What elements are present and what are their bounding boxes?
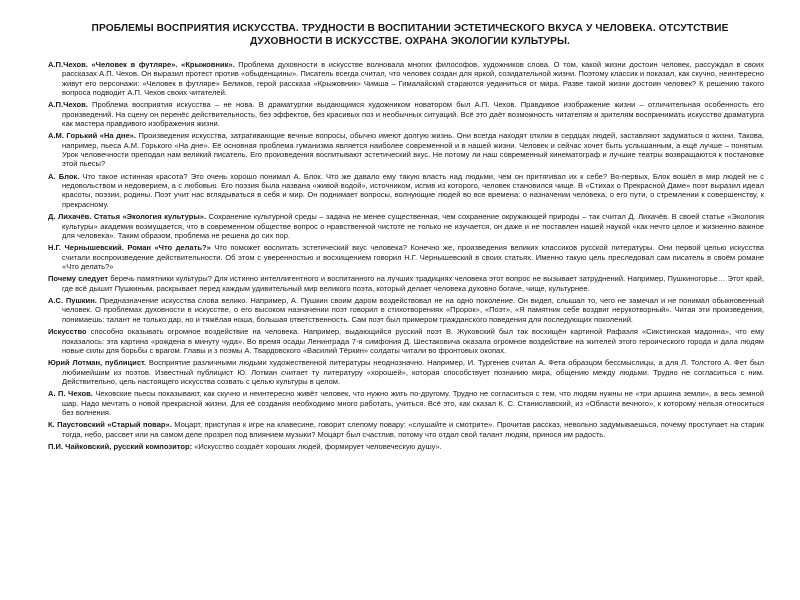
- argument-lead: А.С. Пушкин.: [48, 296, 97, 306]
- argument-item-gorky: [48, 131, 764, 168]
- argument-item-chernyshevsky: [48, 243, 764, 271]
- argument-text: Проблема восприятия искусства – не нова. В драматургии выдающимся художником новатором был А.П. Чехов. Правдивое изображение жизни – отличительная особенность его произведений. На сцену он перенёс действительность, без эффектов, без красивых поз и необычных ситуаций. Всё это даёт возможность читателям и зрителям воспринимать искусство драматурга как мастера правдивого изображения жизни.: [62, 100, 764, 128]
- document-page: [48, 22, 764, 455]
- argument-text: способно оказывать огромное воздействие на человека. Например, выдающийся русский поэт В. Жуковский был так восхищён картиной Рафаэля «Сикстинская мадонна», что ему показалось: эта картина «рождена в минуту чуда». Во время осады Ленинграда 7-я симфония Д. Шестаковича оказала огромное воздействие на жителей этого героического города и дала людям новые силы для борьбы с врагом. Главы и з поэмы А. Твардовского «Василий Тёркин» солдаты читали во фронтовых окопах.: [62, 327, 764, 355]
- argument-text: Что поможет воспитать эстетический вкус человека? Конечно же, произведения великих классиков русской литературы. Они первой целью искусства считали воспроизведение действительности. Об этом с уверенностью и восхищением говорил Н.Г. Чернышевский в своих статьях. Именно такую цель преследовал сам писатель в своём романе «Что делать?»: [62, 243, 764, 271]
- argument-lead: П.И. Чайковский, русский композитор:: [48, 442, 193, 452]
- argument-item-lotman: [48, 358, 764, 386]
- argument-item-art-influence: [48, 327, 764, 355]
- title-line-1: ПРОБЛЕМЫ ВОСПРИЯТИЯ ИСКУССТВА. ТРУДНОСТИ В ВОСПИТАНИИ ЭСТЕТИЧЕСКОГО ВКУСА У ЧЕЛОВЕКА. ОТСУТСТВИЕ: [91, 23, 729, 34]
- argument-lead: К. Паустовский «Старый повар».: [48, 420, 172, 430]
- argument-text: «Искусство создаёт хороших людей, формирует человеческую душу».: [192, 442, 442, 452]
- argument-text: Сохранение культурной среды – задача не менее существенная, чем сохранение окружающей природы – так считал Д. Лихачёв. В своей статье «Экология культуры» академик возмущается, что в современном обществе вопрос о нравственной чистоте не только не изучается, он даже и не поставлен нашей наукой «как нечто целое и жизненно важное для человека». Таким образом, проблема не решена до сих пор.: [62, 212, 764, 240]
- argument-text: Проблема духовности в искусстве волновала многих философов, художников слова. О том, какой жизни достоин человек, рассуждал в своих рассказах А.П. Чехов. Он выразил протест против «обыденщины». Писатель всегда считал, что человек создан для яркой, созидательной жизни. Поэтому классик и показал, как скучно, неинтересно живут его персонажи: «Человек в футляре» Беликов, герой рассказа «Крыжовник» Чимша – Гималайский стараются уединиться от мира. Разве такой жизни достоин человек? К решению такого вопроса подводит А.П. Чехов своих читателей.: [62, 60, 764, 97]
- argument-lead: Д. Лихачёв. Статья «Экология культуры».: [48, 212, 207, 222]
- argument-text: Что такое истинная красота? Это очень хорошо понимал А. Блок. Что же давало ему такую власть над людьми, чем он притягивал их к себе? Во-первых, Блок вошёл в мир людей не с недовольством и недоверием, а с любовью. Его поэзия была названа «живой водой», источником, испив из которого, человек становился чище. В «Стихах о Прекрасной Даме» поэт выразил идеал красоты, поэзии, родины. Поэт учит нас вглядываться в себя и мир. Он поднимает вопросы, волнующие людей во все времена: о назначении человека, о его пути, о стремлении к совершенству, к прекрасному.: [62, 171, 764, 209]
- argument-item-pushkin: [48, 296, 764, 324]
- argument-item-paustovsky: [48, 420, 764, 439]
- argument-lead: Почему следует: [48, 274, 109, 284]
- argument-item-blok: [48, 172, 764, 209]
- argument-text: беречь памятники культуры? Для истинно интеллигентного и воспитанного на лучших традициях человека этот вопрос не вызывает затруднений. Например, Пушкиногорье… Этот край, где всё дышит Пушкиным, раскрывает перед каждым удивительный мир великого поэта, который делает человека духовно богаче, чище, культурнее.: [62, 274, 764, 293]
- argument-item-chekhov-drama: [48, 100, 764, 128]
- argument-text: Восприятие различными людьми художественной литературы неоднозначно. Например, И. Тургенев считал А. Фета образцом бессмыслицы, а для Л. Толстого А. Фет был любимейшим из поэтов. Известный публицист Ю. Лотман считает ту литературу «хорошей», которая способствует познанию мира, общению между людьми. Трудно не согласиться с ним. Действительно, цель настоящего искусства созвать с целью культуры в целом.: [62, 358, 764, 386]
- argument-list: [48, 60, 764, 452]
- argument-text: Чеховские пьесы показывают, как скучно и неинтересно живёт человек, что нужно жить по-другому. Трудно не согласиться с тем, что людям нужны не «три аршина земли», а весь земной шар. Надо мечтать о новой прекрасной жизни. Для её создания необходимо много работать, учиться. Всё это, как сказал К. С. Станиславский, из «Области вечного», к которому нельзя относиться без волнения.: [62, 389, 764, 417]
- argument-lead: А.П.Чехов. «Человек в футляре». «Крыжовник».: [48, 60, 235, 69]
- argument-item-chekhov-plays: [48, 389, 764, 417]
- argument-item-monuments: [48, 274, 764, 293]
- argument-lead: Юрий Лотман, публицист.: [48, 358, 147, 368]
- argument-item-chekhov-futlyar: [48, 60, 764, 97]
- title-line-2: ДУХОВНОСТИ В ИСКУССТВЕ. ОХРАНА ЭКОЛОГИИ КУЛЬТУРЫ.: [250, 36, 570, 47]
- argument-text: Предназначение искусства слова велико. Например, А. Пушкин своим даром воздействовал не на одно поколение. Он видел, слышал то, чего не замечал и не понимал обыкновенный человек. О проблемах духовности в искусстве, о его высоком назначении поэт говорил в стихотворениях «Пророк», «Поэт», «Я памятник себе воздвиг нерукотворный». Читая эти произведения, понимаешь: талант не только дар, но и тяжёлая ноша, большая ответственность. Сам поэт был примером гражданского поведения для последующих поколений.: [62, 296, 764, 324]
- argument-lead: Искусство: [48, 327, 87, 337]
- document-title: [56, 22, 764, 48]
- argument-text: Произведения искусства, затрагивающие вечные вопросы, обычно имеют долгую жизнь. Они всегда находят отклик в сердцах людей, заставляют задуматься о жизни. Такова, например, пьеса А.М. Горького «На дне». Её основная проблема гуманизма является наиболее современной и в нашей жизни. Человек и сейчас хочет быть услышанным, а ещё лучше – понятым. Урок человечности преподал нам великий писатель. Его произведения воспитывают эстетический вкус. Не потому ли наш современный кинематограф и лучшие театры возвращаются к постановке этой пьесы?: [62, 131, 764, 169]
- argument-lead: Н.Г. Чернышевский. Роман «Что делать?»: [48, 243, 211, 253]
- argument-item-tchaikovsky: [48, 442, 764, 451]
- argument-text: Моцарт, приступая к игре на клавесине, говорит слепому повару: «слушайте и смотрите». Прочитав рассказ, невольно задумываешься, почему проступает на старик тогда, небо, рассвет или на самом деле прозрел под влиянием музыки? Моцарт был счастлив, потому что отдал свой талант людям, принося им радость.: [62, 420, 765, 439]
- argument-lead: А. П. Чехов.: [48, 389, 93, 399]
- argument-lead: А. Блок.: [48, 171, 80, 181]
- argument-lead: А.П.Чехов.: [48, 100, 88, 110]
- argument-item-likhachev: [48, 212, 764, 240]
- argument-lead: А.М. Горький «На дне».: [48, 131, 136, 141]
